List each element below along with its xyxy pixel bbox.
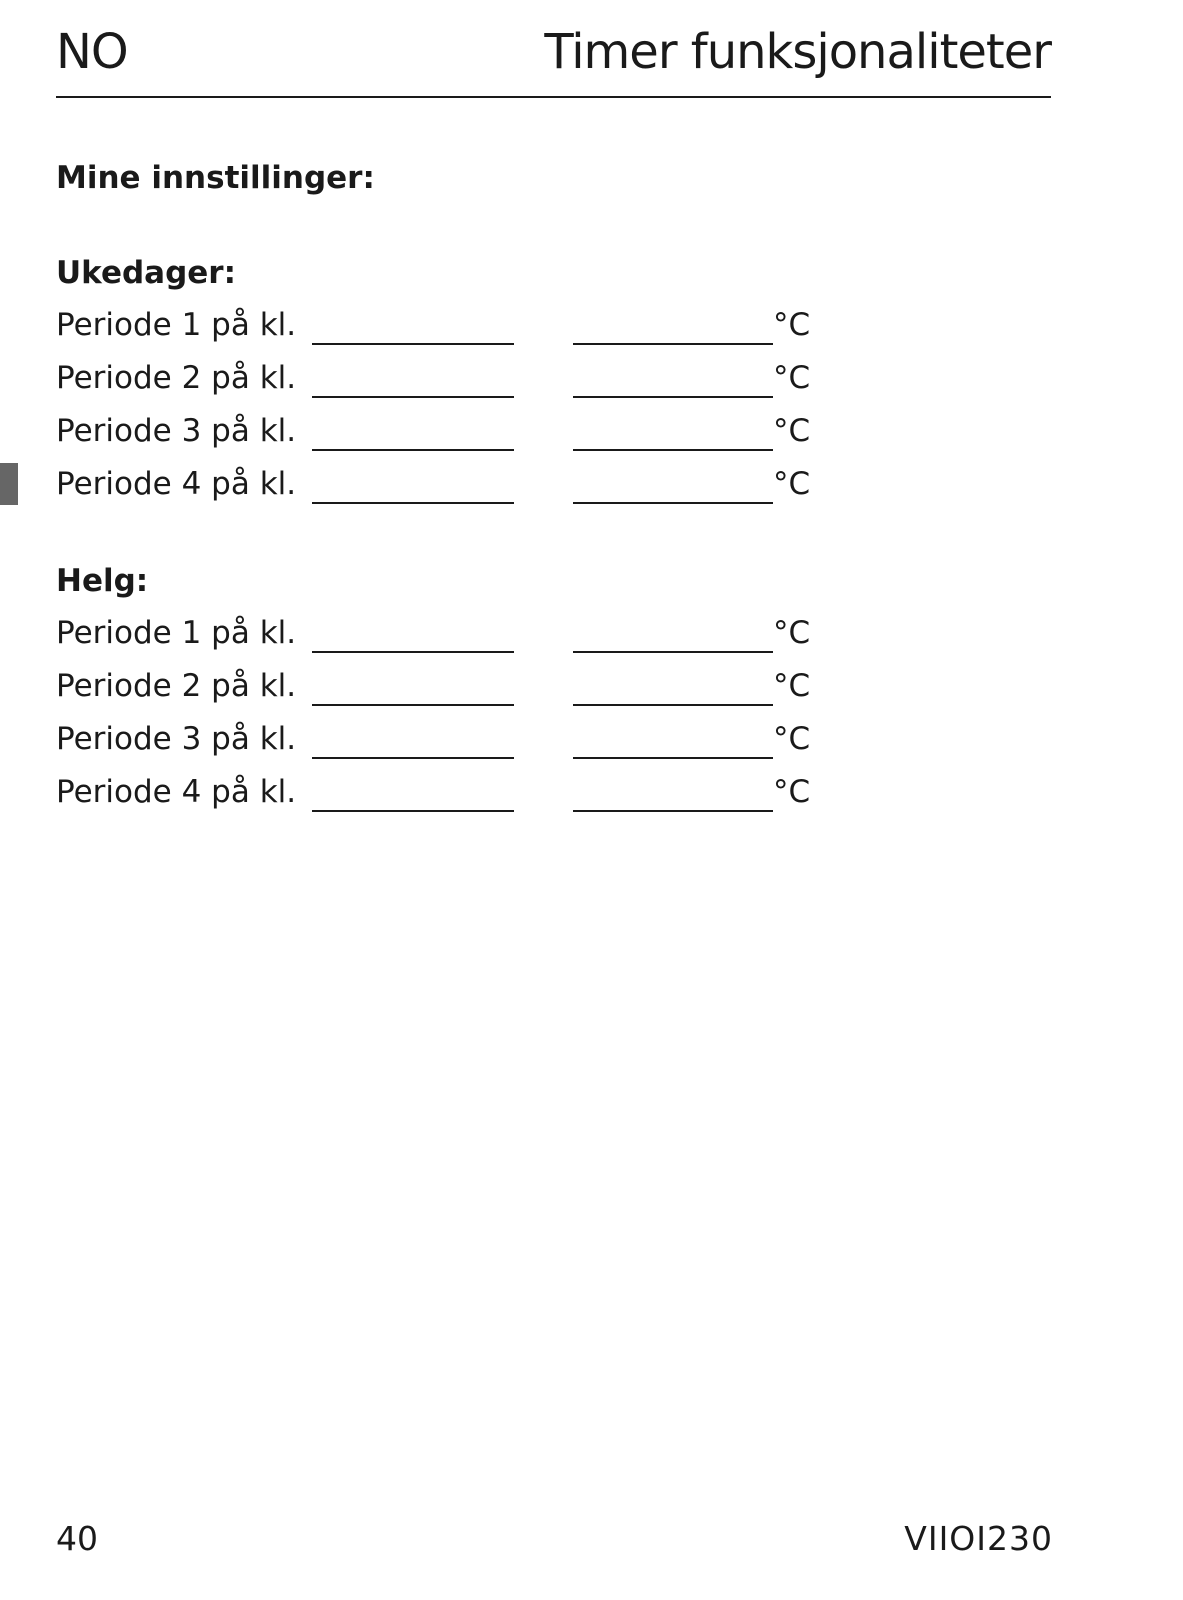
weekday-period-row [56, 413, 816, 456]
weekday-period-row [56, 360, 816, 403]
period-label: Periode 2 på kl. [56, 668, 297, 704]
side-tab-marker [0, 463, 18, 505]
time-blank-line [312, 343, 514, 345]
page-title: Timer funksjonaliteter [544, 24, 1051, 80]
time-blank-line [312, 704, 514, 706]
temperature-unit: °C [773, 774, 811, 810]
temperature-unit: °C [773, 466, 811, 502]
section-heading-weekend: Helg: [56, 563, 149, 599]
temperature-blank-line [573, 757, 773, 759]
intro-heading: Mine innstillinger: [56, 160, 375, 196]
time-blank-line [312, 651, 514, 653]
model-code: VIIOI230 [904, 1519, 1053, 1558]
time-blank-line [312, 810, 514, 812]
weekend-period-row [56, 721, 816, 764]
time-blank-line [312, 396, 514, 398]
temperature-unit: °C [773, 307, 811, 343]
period-label: Periode 3 på kl. [56, 413, 297, 449]
temperature-unit: °C [773, 360, 811, 396]
section-heading-weekdays: Ukedager: [56, 255, 236, 291]
temperature-blank-line [573, 502, 773, 504]
period-label: Periode 4 på kl. [56, 466, 297, 502]
time-blank-line [312, 757, 514, 759]
time-blank-line [312, 502, 514, 504]
header-language: NO [56, 24, 128, 80]
header-divider [56, 96, 1051, 98]
weekday-period-row [56, 466, 816, 509]
weekend-period-row [56, 615, 816, 658]
temperature-blank-line [573, 396, 773, 398]
period-label: Periode 1 på kl. [56, 307, 297, 343]
weekday-period-row [56, 307, 816, 350]
time-blank-line [312, 449, 514, 451]
temperature-blank-line [573, 343, 773, 345]
period-label: Periode 3 på kl. [56, 721, 297, 757]
weekend-period-row [56, 668, 816, 711]
period-label: Periode 4 på kl. [56, 774, 297, 810]
temperature-unit: °C [773, 668, 811, 704]
temperature-blank-line [573, 810, 773, 812]
temperature-blank-line [573, 449, 773, 451]
temperature-blank-line [573, 704, 773, 706]
weekend-period-row [56, 774, 816, 817]
period-label: Periode 2 på kl. [56, 360, 297, 396]
period-label: Periode 1 på kl. [56, 615, 297, 651]
temperature-blank-line [573, 651, 773, 653]
temperature-unit: °C [773, 721, 811, 757]
temperature-unit: °C [773, 615, 811, 651]
page-number: 40 [56, 1519, 98, 1558]
temperature-unit: °C [773, 413, 811, 449]
